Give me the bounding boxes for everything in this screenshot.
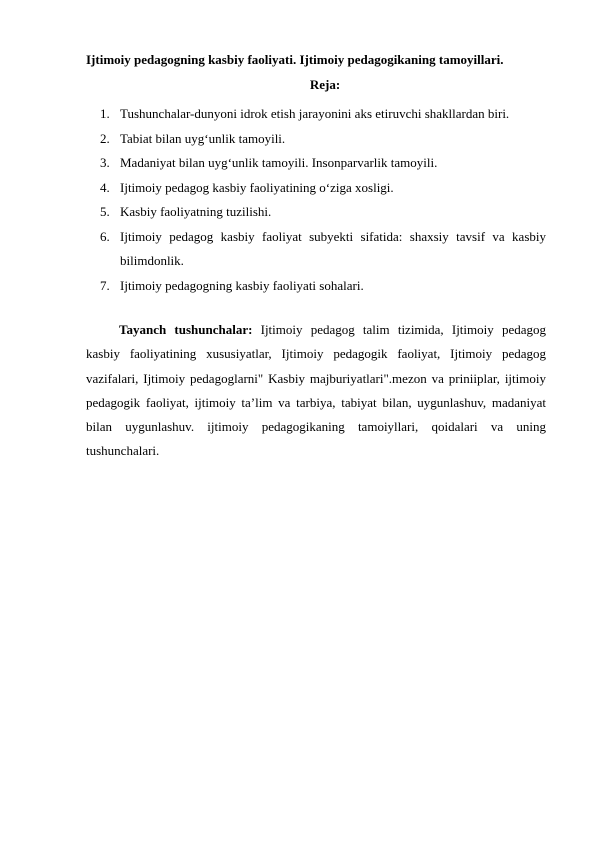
- key-concepts-paragraph: [86, 318, 546, 464]
- plan-item-text: Tabiat bilan uyg‘unlik tamoyili.: [120, 130, 286, 146]
- plan-item: [100, 176, 546, 201]
- plan-item-text: Kasbiy faoliyatning tuzilishi.: [120, 204, 272, 219]
- plan-item: [100, 102, 546, 127]
- plan-item-text: Tushunchalar-dunyoni idrok etish jarayonini aks etiruvchi shakllardan biri.: [120, 106, 510, 121]
- document-title: Ijtimoiy pedagogning kasbiy faoliyati. Ijtimoiy pedagogikaning tamoyillari.: [86, 52, 504, 67]
- plan-item-number: 3.: [100, 155, 110, 170]
- plan-list: [100, 102, 546, 298]
- key-concepts-label: Tayanch tushunchalar:: [119, 322, 253, 337]
- plan-item: [100, 151, 546, 176]
- plan-item-text: Madaniyat bilan uyg‘unlik tamoyili. Insonparvarlik tamoyili.: [120, 155, 438, 170]
- plan-item-text: Ijtimoiy pedagogning kasbiy faoliyati sohalari.: [120, 277, 364, 293]
- plan-item: [100, 200, 546, 225]
- plan-item-number: 2.: [100, 130, 110, 146]
- plan-item: [100, 127, 546, 152]
- key-concepts-text: Ijtimoiy pedagog talim tizimida, Ijtimoiy pedagog kasbiy faoliyatining xususiyatlar, Ijtimoiy pedagogik faoliyat, Ijtimoiy pedagog vazifalari, Ijtimoiy pedagoglarni" Kasbiy majburiyatlari".mezon va priniiplar, ijtimoiy pedagogik faoliyat, ijtimoiy ta’lim va tarbiya, tabiyat bilan, uygunlashuv, madaniyat bilan uygunlashuv. ijtimoiy pedagogikaning tamoiyllari, qoidalari va uning tushunchalari.: [86, 322, 546, 459]
- plan-item-text: Ijtimoiy pedagog kasbiy faoliyat subyekti sifatida: shaxsiy tavsif va kasbiy bilimdonlik.: [120, 228, 546, 268]
- plan-item-text: Ijtimoiy pedagog kasbiy faoliyatining o‘ziga xosligi.: [120, 179, 394, 195]
- plan-item-number: 5.: [100, 204, 110, 219]
- plan-item: [100, 225, 546, 274]
- plan-item-number: 6.: [100, 228, 110, 244]
- plan-item-number: 4.: [100, 179, 110, 195]
- plan-item: [100, 274, 546, 299]
- plan-item-number: 1.: [100, 106, 110, 121]
- plan-item-number: 7.: [100, 277, 110, 293]
- plan-heading: Reja:: [309, 77, 341, 92]
